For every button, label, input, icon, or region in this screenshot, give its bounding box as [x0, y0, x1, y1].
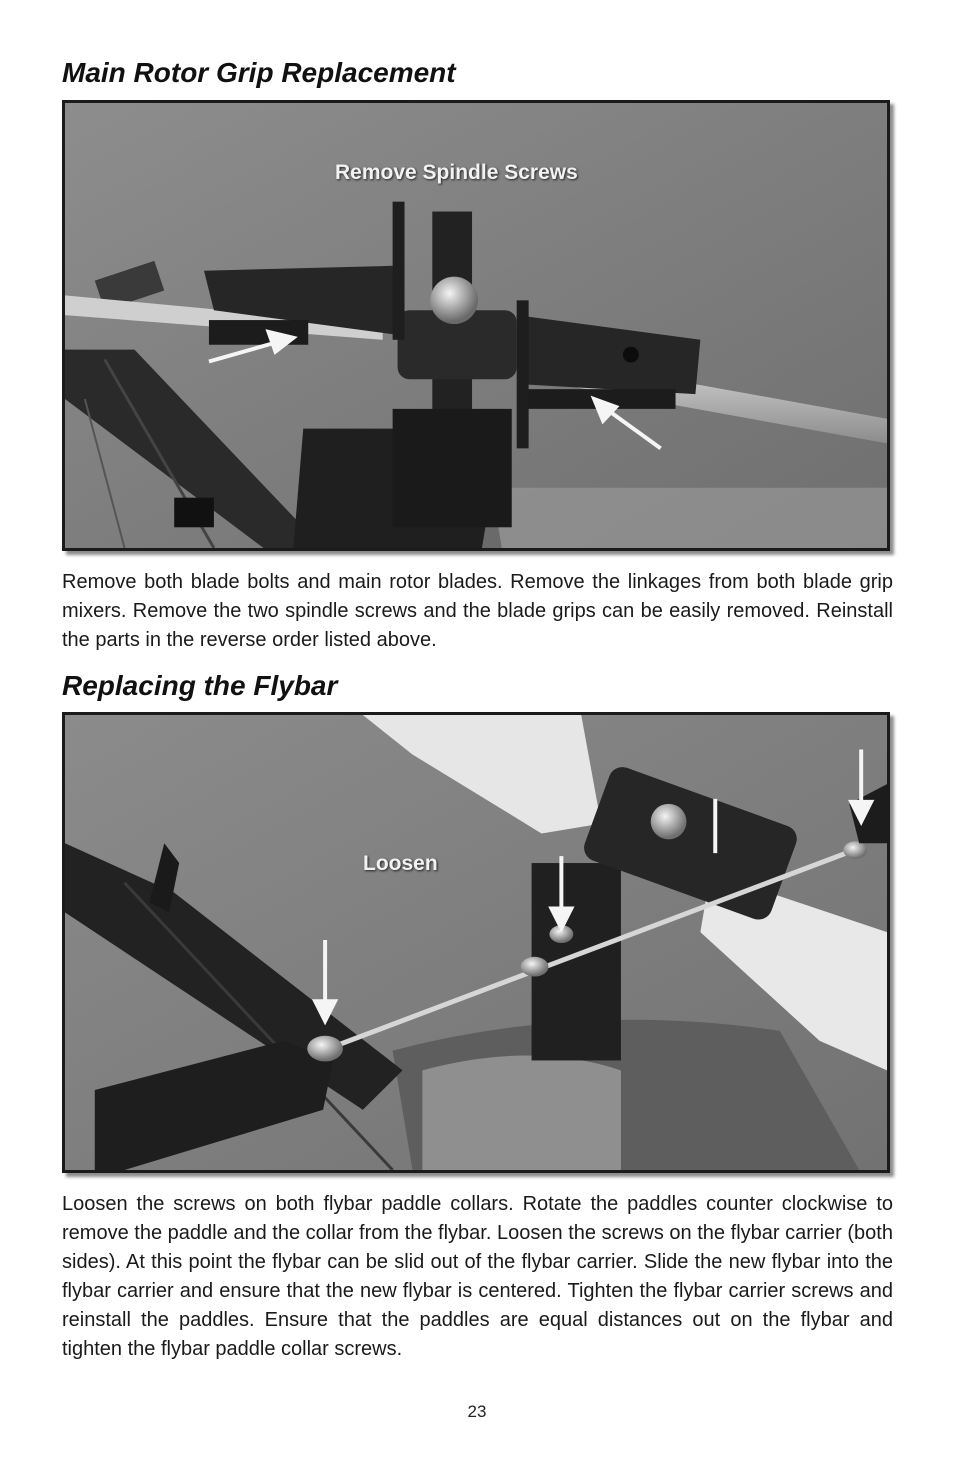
section2-body-text: Loosen the screws on both flybar paddle collars. Rotate the paddles counter clockwise to remove the paddle and the collar from the flybar. Loosen the screws on the flybar carrier (both sides). At this point the flybar can be slid out of the flybar carrier. Slide the new flybar into the flybar carrier and ensure that the new flybar is centered. Tighten the flybar carrier screws and reinstall the paddles. Ensure that the paddles are equal distances out on the flybar and tighten the flybar paddle collar screws.: [62, 1193, 893, 1360]
photo-rotor-grip: [62, 100, 890, 551]
flybar-illustration: [65, 715, 887, 1170]
photo-caption-loosen: Loosen: [363, 852, 438, 875]
section-title-main-rotor-grip: Main Rotor Grip Replacement: [62, 57, 456, 88]
photo-flybar: [62, 712, 890, 1173]
photo-caption-remove-spindle-screws: Remove Spindle Screws: [335, 161, 578, 184]
section1-body-text: Remove both blade bolts and main rotor blades. Remove the linkages from both blade grip mixers. Remove the two spindle screws and the blade grips can be easily removed. Reinstall the parts in the reverse order listed above.: [62, 571, 893, 651]
section-title-replacing-flybar: Replacing the Flybar: [62, 670, 338, 701]
page-number: 23: [467, 1402, 487, 1421]
